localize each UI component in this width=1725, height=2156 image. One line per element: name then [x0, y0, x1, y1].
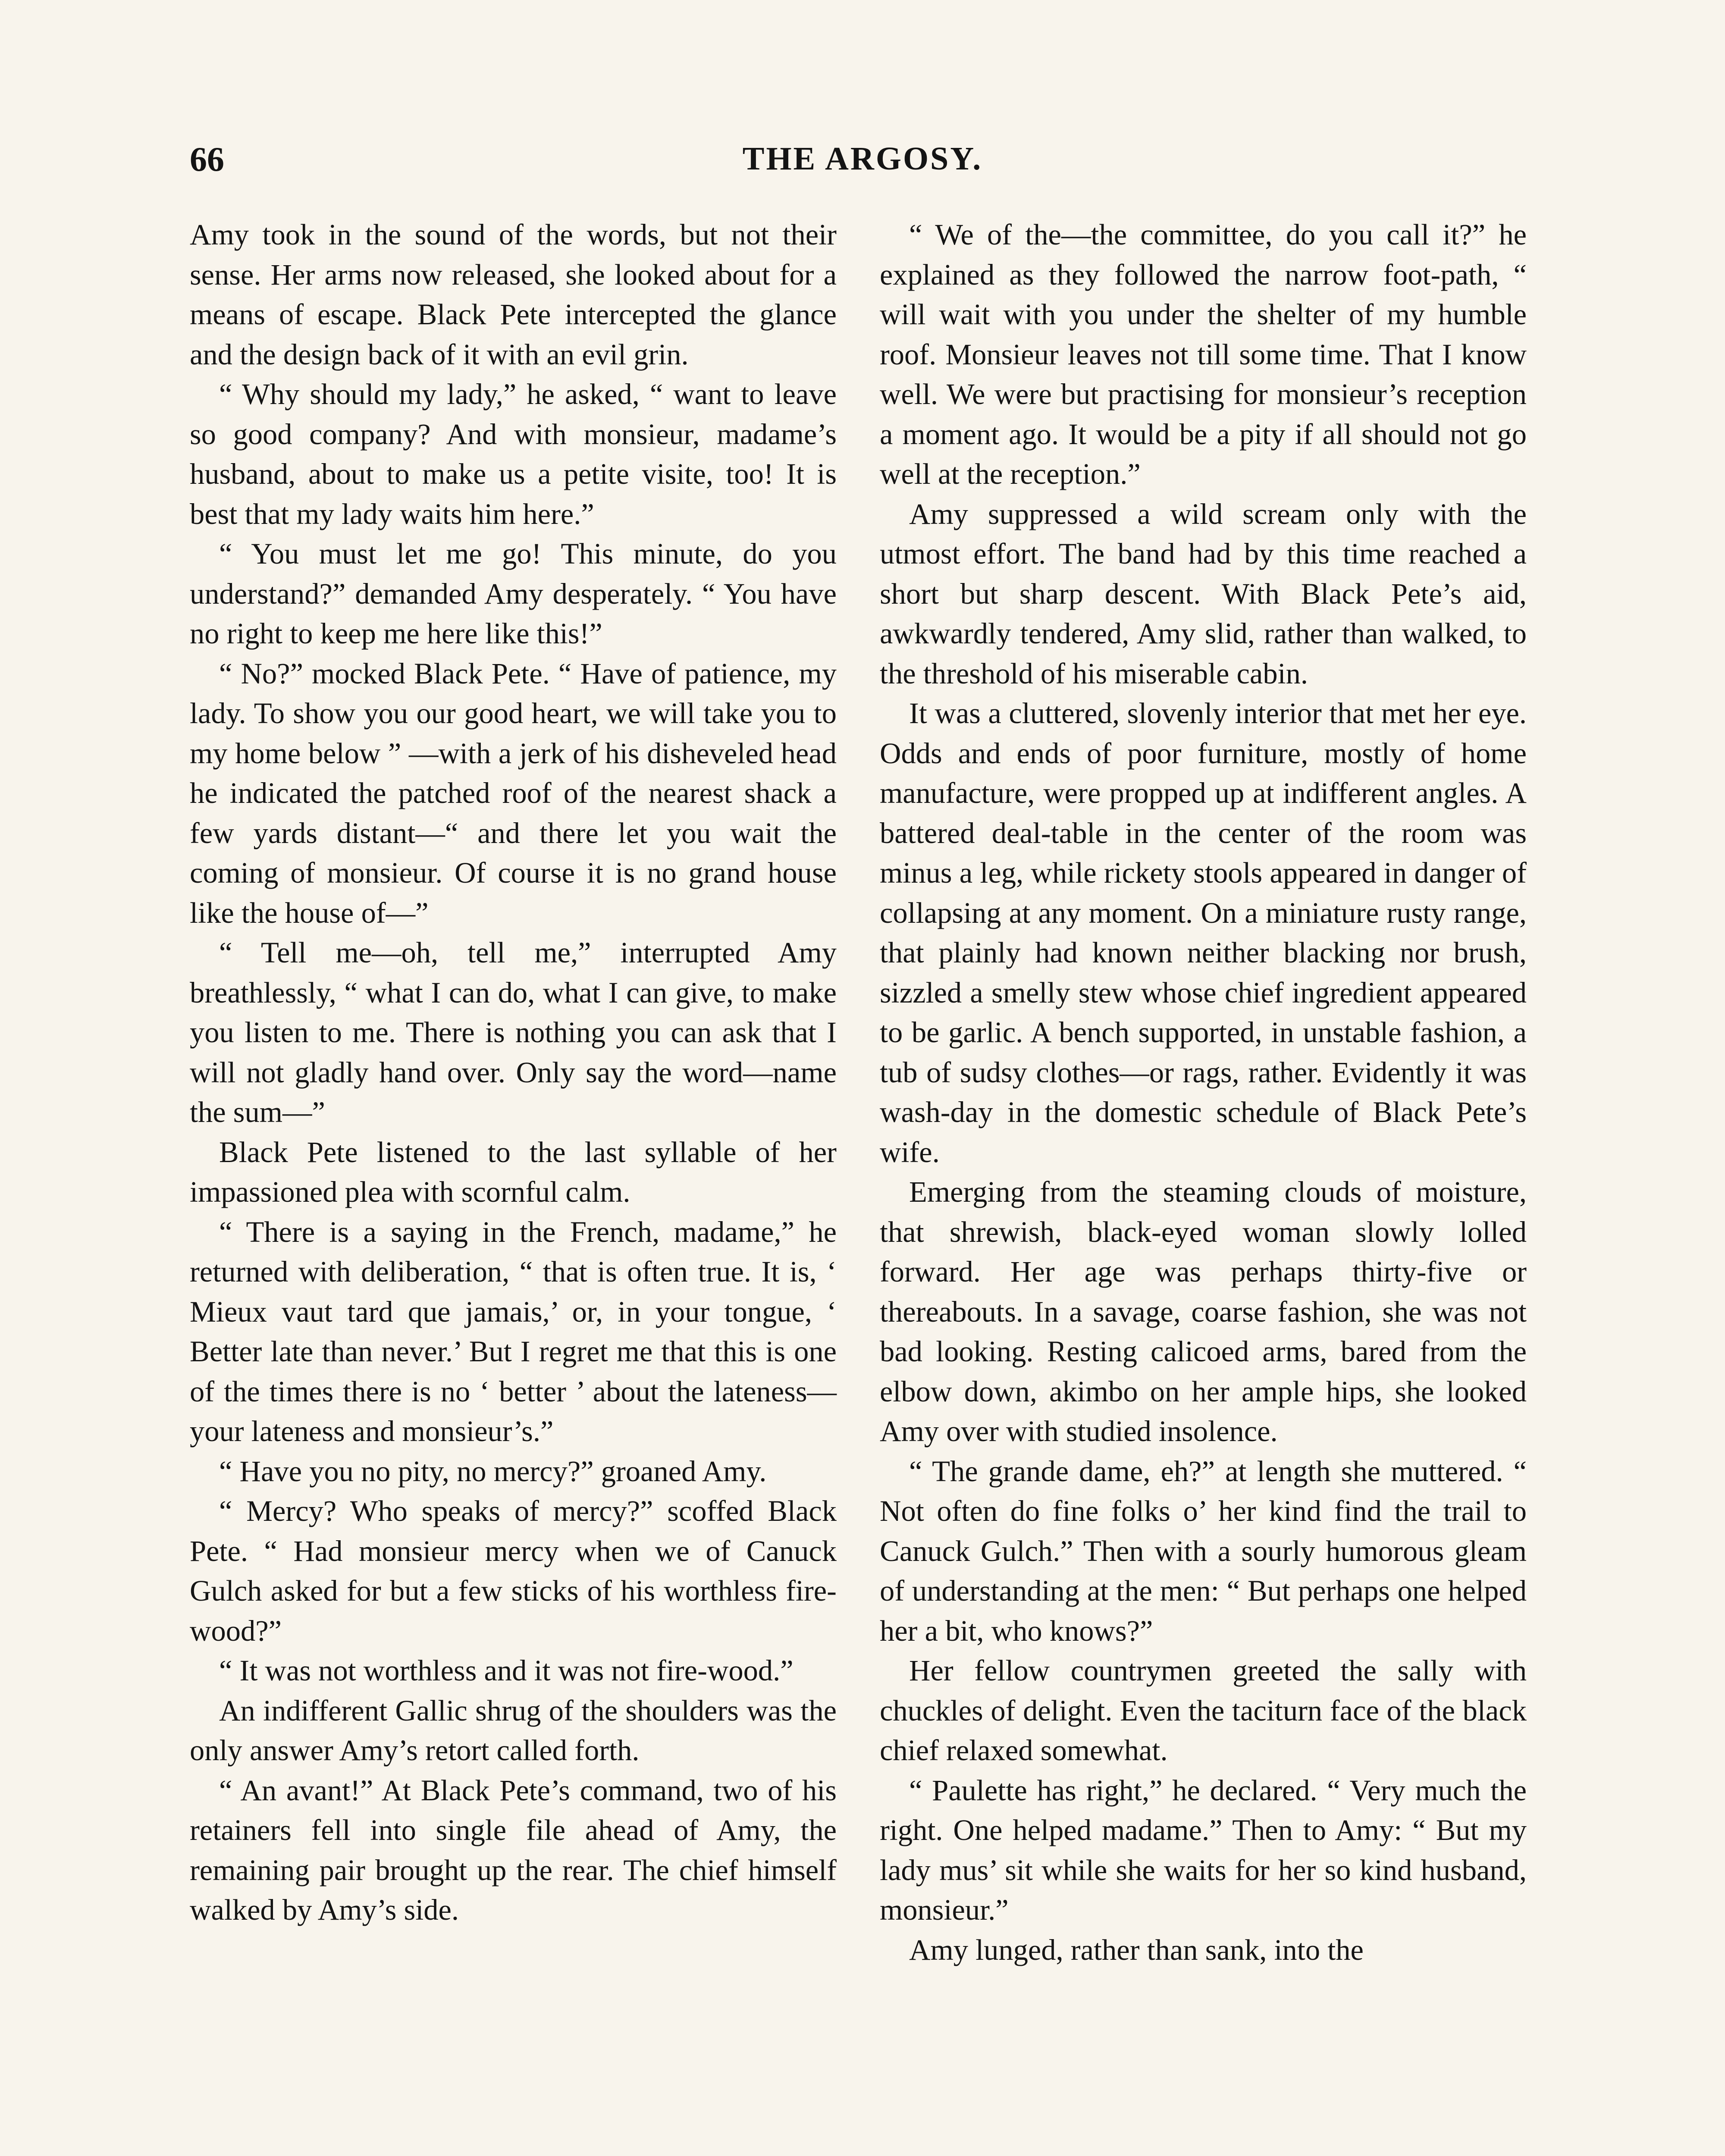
- paragraph: “ An avant!” At Black Pete’s command, two of his retainers fell into single file ahead of Amy, the remaining pair brought up the rear. The chief himself walked by Amy’s side.: [190, 1774, 837, 1926]
- paragraph: An indifferent Gallic shrug of the shoulders was the only answer Amy’s retort called forth.: [190, 1694, 837, 1767]
- right-column: [880, 215, 1527, 1970]
- paragraph: “ No?” mocked Black Pete. “ Have of patience, my lady. To show you our good heart, we will take you to my home below ” —with a jerk of his disheveled head he indicated the patched roof of the nearest shack a few yards distant—“ and there let you wait the coming of monsieur. Of course it is no grand house like the house of—”: [190, 657, 837, 929]
- paragraph: “ You must let me go! This minute, do you understand?” demanded Amy desperately. “ You have no right to keep me here like this!”: [190, 537, 837, 650]
- paragraph: “ Have you no pity, no mercy?” groaned Amy.: [219, 1454, 767, 1488]
- paragraph: “ There is a saying in the French, madame,” he returned with deliberation, “ that is often true. It is, ‘ Mieux vaut tard que jamais,’ or, in your tongue, ‘ Better late than never.’ But I regret me that this is one of the times there is no ‘ better ’ about the lateness—your lateness and monsieur’s.”: [190, 1215, 837, 1448]
- paragraph: “ Why should my lady,” he asked, “ want to leave so good company? And with monsieur, madame’s husband, about to make us a petite visite, too! It is best that my lady waits him here.”: [190, 378, 837, 530]
- paragraph: Amy lunged, rather than sank, into the: [909, 1933, 1364, 1966]
- paragraph: It was a cluttered, slovenly interior that met her eye. Odds and ends of poor furniture, mostly of home manufacture, were propped up at indifferent angles. A battered deal-table in the center of the room was minus a leg, while rickety stools appeared in danger of collapsing at any moment. On a miniature rusty range, that plainly had known neither blacking nor brush, sizzled a smelly stew whose chief ingredient appeared to be garlic. A bench supported, in unstable fashion, a tub of sudsy clothes—or rags, rather. Evidently it was wash-day in the domestic schedule of Black Pete’s wife.: [880, 697, 1527, 1169]
- paragraph: “ Paulette has right,” he declared. “ Very much the right. One helped madame.” Then to Amy: “ But my lady mus’ sit while she waits for her so kind husband, monsieur.”: [880, 1774, 1527, 1926]
- paragraph: “ We of the—the committee, do you call it?” he explained as they followed the narrow foot-path, “ will wait with you under the shelter of my humble roof. Monsieur leaves not till some time. That I know well. We were but practising for monsieur’s reception a moment ago. It would be a pity if all should not go well at the reception.”: [880, 218, 1527, 490]
- paragraph: “ It was not worthless and it was not fire-wood.”: [219, 1654, 794, 1687]
- page-number: 66: [190, 141, 224, 179]
- paragraph: Amy took in the sound of the words, but not their sense. Her arms now released, she looked about for a means of escape. Black Pete intercepted the glance and the design back of it with an evil grin.: [190, 218, 837, 371]
- paragraph: Emerging from the steaming clouds of moisture, that shrewish, black-eyed woman slowly lolled forward. Her age was perhaps thirty-five or thereabouts. In a savage, coarse fashion, she was not bad looking. Resting calicoed arms, bared from the elbow down, akimbo on her ample hips, she looked Amy over with studied insolence.: [880, 1175, 1527, 1448]
- running-head: THE ARGOSY.: [742, 141, 983, 177]
- paragraph: Her fellow countrymen greeted the sally with chuckles of delight. Even the taciturn face of the black chief relaxed somewhat.: [880, 1654, 1527, 1767]
- left-column: [190, 215, 837, 1930]
- paragraph: “ The grande dame, eh?” at length she muttered. “ Not often do fine folks o’ her kind find the trail to Canuck Gulch.” Then with a sourly humorous gleam of understanding at the men: “ But perhaps one helped her a bit, who knows?”: [880, 1454, 1527, 1647]
- paragraph: “ Tell me—oh, tell me,” interrupted Amy breathlessly, “ what I can do, what I can give, to make you listen to me. There is nothing you can ask that I will not gladly hand over. Only say the word—name the sum—”: [190, 936, 837, 1128]
- paragraph: “ Mercy? Who speaks of mercy?” scoffed Black Pete. “ Had monsieur mercy when we of Canuck Gulch asked for but a few sticks of his worthless fire-wood?”: [190, 1495, 837, 1647]
- paragraph: Black Pete listened to the last syllable of her impassioned plea with scornful calm.: [190, 1135, 837, 1208]
- paragraph: Amy suppressed a wild scream only with the utmost effort. The band had by this time reached a short but sharp descent. With Black Pete’s aid, awkwardly tendered, Amy slid, rather than walked, to the threshold of his miserable cabin.: [880, 497, 1527, 690]
